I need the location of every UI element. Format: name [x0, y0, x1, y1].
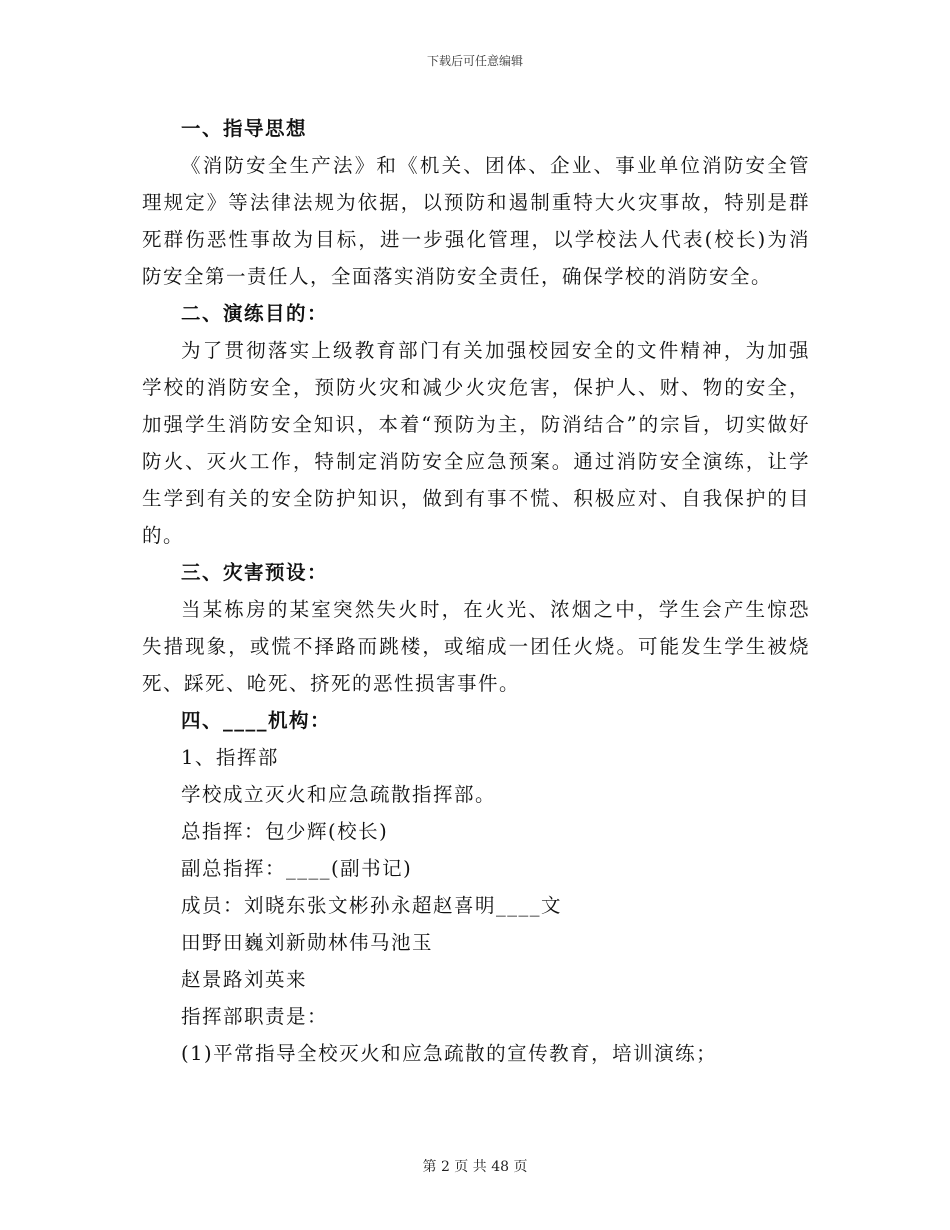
section-heading-guiding-ideology: 一、指导思想 — [181, 117, 308, 140]
section-body-disaster-scenario: 当某栋房的某室突然失火时，在火光、浓烟之中，学生会产生惊恐失措现象，或慌不择路而跳楼，或缩成一团任火烧。可能发生学生被烧死、踩死、呛死、挤死的恶性损害事件。 — [142, 598, 810, 695]
page-footer-number: 第 2 页 共 48 页 — [422, 1159, 528, 1175]
org-line-establish: 学校成立灭火和应急疏散指挥部。 — [181, 783, 497, 806]
section-heading-disaster-scenario: 三、灾害预设： — [181, 561, 329, 584]
org-line-members-cont-1: 田野田巍刘新勋林伟马池玉 — [181, 931, 434, 954]
section-body-drill-purpose: 为了贯彻落实上级教育部门有关加强校园安全的文件精神，为加强学校的消防安全，预防火灾和减少火灾危害，保护人、财、物的安全，加强学生消防安全知识，本着“预防为主，防消结合”的宗旨，切实做好防火、灭火工作，特制定消防安全应急预案。通过消防安全演练，让学生学到有关的安全防护知识，做到有事不慌、积极应对、自我保护的目的。 — [142, 339, 810, 547]
org-line-duty-1: (1)平常指导全校灭火和应急疏散的宣传教育，培训演练； — [181, 1042, 718, 1065]
section-body-guiding-ideology: 《消防安全生产法》和《机关、团体、企业、事业单位消防安全管理规定》等法律法规为依据，以预防和遏制重特大火灾事故，特别是群死群伤恶性事故为目标，进一步强化管理，以学校法人代表(校长)为消防安全第一责任人，全面落实消防安全责任，确保学校的消防安全。 — [142, 154, 810, 288]
org-line-deputy-commander: 副总指挥：____(副书记) — [181, 857, 413, 880]
org-line-duties-title: 指挥部职责是： — [181, 1005, 329, 1028]
org-line-members: 成员：刘晓东张文彬孙永超赵喜明____文 — [181, 894, 563, 917]
section-heading-organization: 四、____机构： — [181, 709, 332, 732]
org-line-members-cont-2: 赵景路刘英来 — [181, 968, 308, 991]
page-header: 下载后可任意编辑 — [426, 54, 523, 68]
section-heading-drill-purpose: 二、演练目的： — [181, 302, 329, 325]
org-line-command-center: 1、指挥部 — [181, 746, 279, 769]
org-line-commander: 总指挥：包少辉(校长) — [181, 820, 389, 843]
document-body — [142, 110, 810, 1072]
